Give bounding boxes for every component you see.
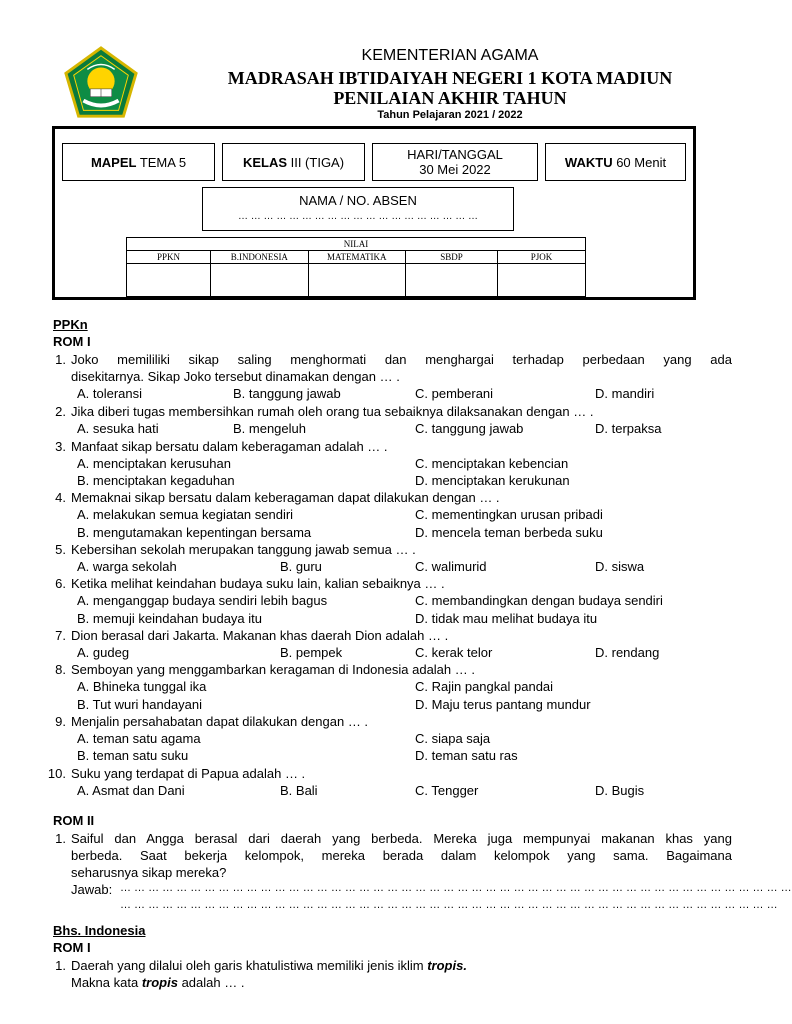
waktu-value: 60 Menit [612,154,667,170]
question-number: 8. [55,662,66,677]
question-number: 1. [55,352,66,367]
question-text: disekitarnya. Sikap Joko tersebut dinamakan dengan … . [71,369,400,384]
score-cell[interactable] [308,264,405,297]
date-label: HARI/TANGGAL [407,147,503,162]
question-text: Ketika melihat keindahan budaya suku lain, kalian sebaiknya … . [71,576,445,591]
option-a[interactable]: A. gudeg [77,645,130,660]
kelas-label: KELAS [242,154,287,170]
option-b[interactable]: B. Bali [280,783,318,798]
option-c[interactable]: C. kerak telor [415,645,493,660]
option-a[interactable]: A. warga sekolah [77,559,177,574]
answer-label: Jawab: [71,882,113,897]
question-number: 10. [47,766,66,781]
option-d[interactable]: D. terpaksa [595,421,662,436]
score-cell[interactable] [211,264,308,297]
option-c[interactable]: C. Tengger [415,783,479,798]
option-d[interactable]: D. rendang [595,645,660,660]
date-value: 30 Mei 2022 [419,162,491,177]
option-c[interactable]: C. membandingkan dengan budaya sendiri [415,593,663,608]
score-cell[interactable] [127,264,211,297]
ppkn-rom2-heading: ROM II [53,813,95,828]
option-a[interactable]: A. menganggap budaya sendiri lebih bagus [77,593,328,608]
option-b[interactable]: B. tanggung jawab [233,386,341,401]
question-text [71,974,244,991]
question-text: Memaknai sikap bersatu dalam keberagaman dapat dilakukan dengan … . [71,490,500,505]
question-text [71,957,467,974]
emphasized-word: tropis [141,975,178,990]
option-d[interactable]: D. mandiri [595,386,655,401]
option-d[interactable]: D. mencela teman berbeda suku [415,525,603,540]
question-text: Semboyan yang menggambarkan keragaman di Indonesia adalah … . [71,662,475,677]
question-text-part: Daerah yang dilalui oleh garis khatulistiwa memiliki jenis iklim [71,958,428,973]
name-box[interactable] [202,187,514,231]
ppkn-rom1-heading: ROM I [53,334,91,349]
name-dots: … … … … … … … … … … … … … … … … … … … [237,211,478,222]
question-text-part: Makna kata [71,975,142,990]
question-text: Manfaat sikap bersatu dalam keberagaman adalah … . [71,439,388,454]
kelas-value: III (TIGA) [287,154,345,170]
option-b[interactable]: B. menciptakan kegaduhan [77,473,235,488]
bindo-heading: Bhs. Indonesia [53,923,146,938]
option-c[interactable]: C. menciptakan kebencian [415,456,569,471]
score-cell[interactable] [405,264,497,297]
question-number: 9. [55,714,66,729]
option-a[interactable]: A. menciptakan kerusuhan [77,456,231,471]
score-col-ppkn: PPKN [127,251,211,264]
option-c[interactable]: C. siapa saja [415,731,491,746]
mapel-label: MAPEL [90,154,137,170]
option-d[interactable]: D. menciptakan kerukunan [415,473,570,488]
option-c[interactable]: C. mementingkan urusan pribadi [415,507,603,522]
option-a[interactable]: A. toleransi [77,386,143,401]
question-number: 2. [55,404,66,419]
name-label: NAMA / NO. ABSEN [299,193,417,208]
option-a[interactable]: A. Bhineka tunggal ika [77,679,207,694]
option-d[interactable]: D. siswa [595,559,645,574]
waktu-label: WAKTU [564,154,613,170]
option-d[interactable]: D. tidak mau melihat budaya itu [415,611,598,626]
exam-title: PENILAIAN AKHIR TAHUN [333,88,567,108]
option-c[interactable]: C. pemberani [415,386,494,401]
option-b[interactable]: B. pempek [280,645,343,660]
answer-line[interactable]: … … … … … … … … … … … … … … … … … … … … … … … … … … … … … … … … … … … … … … … … … … … … … … … [120,899,778,911]
date-box [372,143,538,181]
school-name: MADRASAH IBTIDAIYAH NEGERI 1 KOTA MADIUN [227,68,673,88]
question-number: 5. [55,542,66,557]
score-table-title: NILAI [127,238,586,251]
option-a[interactable]: A. Asmat dan Dani [77,783,185,798]
option-b[interactable]: B. guru [280,559,322,574]
option-a[interactable]: A. teman satu agama [77,731,201,746]
question-number: 4. [55,490,66,505]
question-number: 3. [55,439,66,454]
option-c[interactable]: C. Rajin pangkal pandai [415,679,554,694]
option-b[interactable]: B. Tut wuri handayani [77,697,203,712]
answer-line[interactable]: … … … … … … … … … … … … … … … … … … … … … … … … … … … … … … … … … … … … … … … … … … … … … … … … [120,882,792,894]
option-b[interactable]: B. memuji keindahan budaya itu [77,611,263,626]
question-text: Saiful dan Angga berasal dari daerah yang berbeda. Mereka juga mempunyai makanan khas yang [71,831,732,846]
score-col-pjok: PJOK [497,251,585,264]
question-text: Suku yang terdapat di Papua adalah … . [71,766,306,781]
question-text: Menjalin persahabatan dapat dilakukan dengan … . [71,714,369,729]
question-text: berbeda. Saat bekerja kelompok, mereka berada dalam kelompok yang sama. Bagaimana [71,848,732,863]
mapel-box [62,143,215,181]
question-text: Kebersihan sekolah merupakan tanggung jawab semua … . [71,542,416,557]
option-d[interactable]: D. Maju terus pantang mundur [415,697,591,712]
question-text-part: adalah … . [177,975,245,990]
emphasized-word: tropis. [427,958,467,973]
option-d[interactable]: D. teman satu ras [415,748,518,763]
option-b[interactable]: B. mengeluh [233,421,306,436]
question-text: Joko memililiki sikap saling menghormati dan menghargai terhadap perbedaan yang ada [71,352,732,367]
option-c[interactable]: C. tanggung jawab [415,421,524,436]
ppkn-heading: PPKn [53,317,88,332]
option-c[interactable]: C. walimurid [415,559,487,574]
score-col-matematika: MATEMATIKA [308,251,405,264]
score-table [126,237,586,297]
question-text: Jika diberi tugas membersihkan rumah oleh orang tua sebaiknya dilaksanakan dengan … . [71,404,594,419]
option-b[interactable]: B. mengutamakan kepentingan bersama [77,525,312,540]
question-number: 1. [55,958,66,973]
bindo-rom1-heading: ROM I [53,940,91,955]
option-a[interactable]: A. melakukan semua kegiatan sendiri [77,507,294,522]
score-col-sbdp: SBDP [405,251,497,264]
option-d[interactable]: D. Bugis [595,783,645,798]
score-cell[interactable] [497,264,585,297]
ministry-title: KEMENTERIAN AGAMA [361,47,539,64]
kemenag-logo [62,46,140,124]
option-b[interactable]: B. teman satu suku [77,748,189,763]
score-col-bindonesia: B.INDONESIA [211,251,308,264]
question-text: Dion berasal dari Jakarta. Makanan khas daerah Dion adalah … . [71,628,449,643]
mapel-value: TEMA 5 [136,154,187,170]
kelas-box [222,143,365,181]
option-a[interactable]: A. sesuka hati [77,421,159,436]
academic-year: Tahun Pelajaran 2021 / 2022 [377,109,523,121]
question-number: 1. [55,831,66,846]
question-text: seharusnya sikap mereka? [71,865,227,880]
question-number: 7. [55,628,66,643]
question-number: 6. [55,576,66,591]
waktu-box [545,143,686,181]
